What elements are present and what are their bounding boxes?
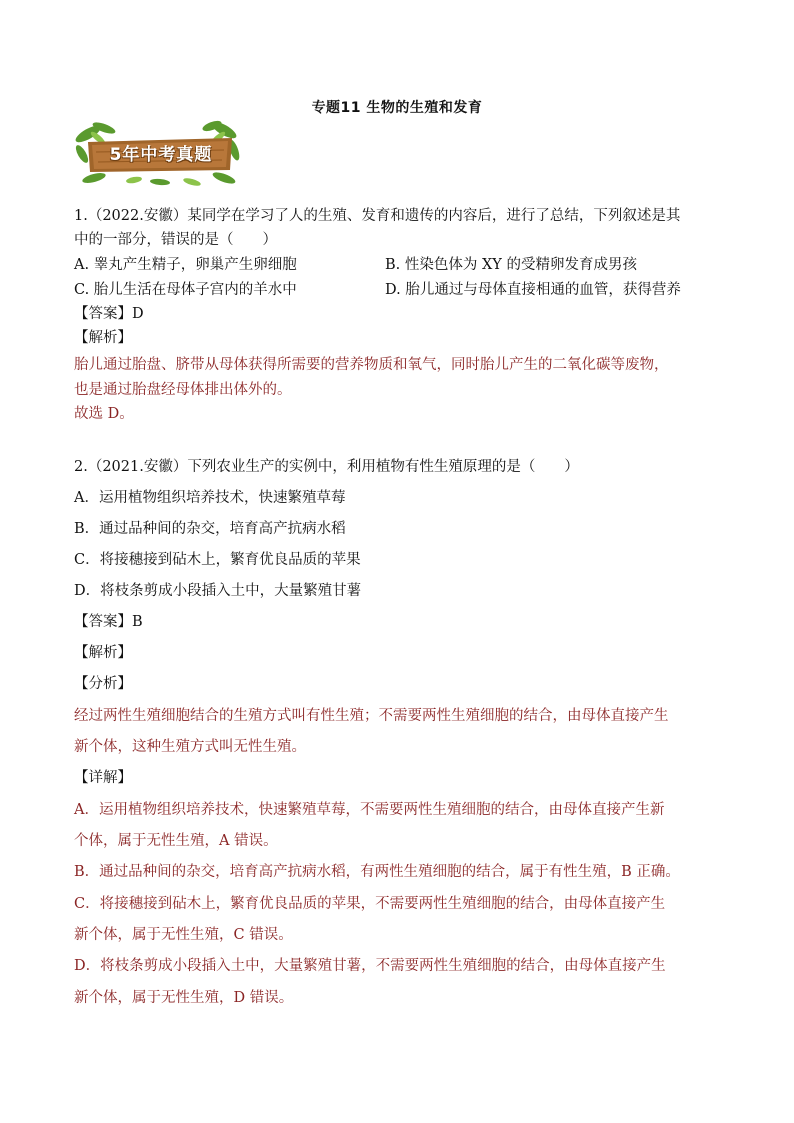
q2-xiangjie-label: 【详解】 [74,770,132,786]
q2-option-b: B．通过品种间的杂交，培育高产抗病水稻 [74,521,346,537]
page-title: 专题11 生物的生殖和发育 [311,100,483,116]
q2-fenxi-line1: 经过两性生殖细胞结合的生殖方式叫有性生殖；不需要两性生殖细胞的结合，由母体直接产生 [74,708,669,724]
q2-detail-d-line1: D．将枝条剪成小段插入土中，大量繁殖甘薯，不需要两性生殖细胞的结合，由母体直接产生 [74,958,666,974]
q1-option-d: D. 胎儿通过与母体直接相通的血管，获得营养 [385,282,681,298]
q2-detail-d-line2: 新个体，属于无性生殖，D 错误。 [74,990,294,1006]
section-banner [74,120,244,188]
q1-analysis-line2: 也是通过胎盘经母体排出体外的。 [74,382,292,398]
banner-label: 5年中考真题 [109,145,213,165]
q2-detail-a-line1: A．运用植物组织培养技术，快速繁殖草莓，不需要两性生殖细胞的结合，由母体直接产生新 [74,802,665,818]
q2-option-c: C．将接穗接到砧木上，繁育优良品质的苹果 [74,552,361,568]
q1-option-b: B. 性染色体为 XY 的受精卵发育成男孩 [385,257,637,273]
q2-stem: 2.（2021.安徽）下列农业生产的实例中，利用植物有性生殖原理的是（ ） [74,459,579,475]
q1-option-c: C. 胎儿生活在母体子宫内的羊水中 [74,282,297,298]
q1-option-a: A. 睾丸产生精子，卵巢产生卵细胞 [74,257,297,273]
q1-analysis-label: 【解析】 [74,330,132,346]
q2-detail-b-line1: B．通过品种间的杂交，培育高产抗病水稻，有两性生殖细胞的结合，属于有性生殖，B 正确。 [74,864,680,880]
q1-analysis-line1: 胎儿通过胎盘、脐带从母体获得所需要的营养物质和氧气，同时胎儿产生的二氧化碳等废物， [74,357,669,373]
q1-stem-line2: 中的一部分，错误的是（ ） [74,232,277,248]
q2-analysis-label: 【解析】 [74,645,132,661]
q1-conclusion: 故选 D。 [74,406,134,422]
q2-option-d: D．将枝条剪成小段插入土中，大量繁殖甘薯 [74,583,362,599]
q2-detail-a-line2: 个体，属于无性生殖，A 错误。 [74,833,278,849]
q1-stem-line1: 1.（2022.安徽）某同学在学习了人的生殖、发育和遗传的内容后，进行了总结，下列叙述是其 [74,208,681,224]
q2-fenxi-line2: 新个体，这种生殖方式叫无性生殖。 [74,739,306,755]
q2-option-a: A．运用植物组织培养技术，快速繁殖草莓 [74,490,346,506]
q2-detail-c-line1: C．将接穗接到砧木上，繁育优良品质的苹果，不需要两性生殖细胞的结合，由母体直接产生 [74,896,666,912]
q2-fenxi-label: 【分析】 [74,676,132,692]
q2-answer: 【答案】B [74,614,143,630]
q1-answer: 【答案】D [74,306,144,322]
q2-detail-c-line2: 新个体，属于无性生殖，C 错误。 [74,927,293,943]
